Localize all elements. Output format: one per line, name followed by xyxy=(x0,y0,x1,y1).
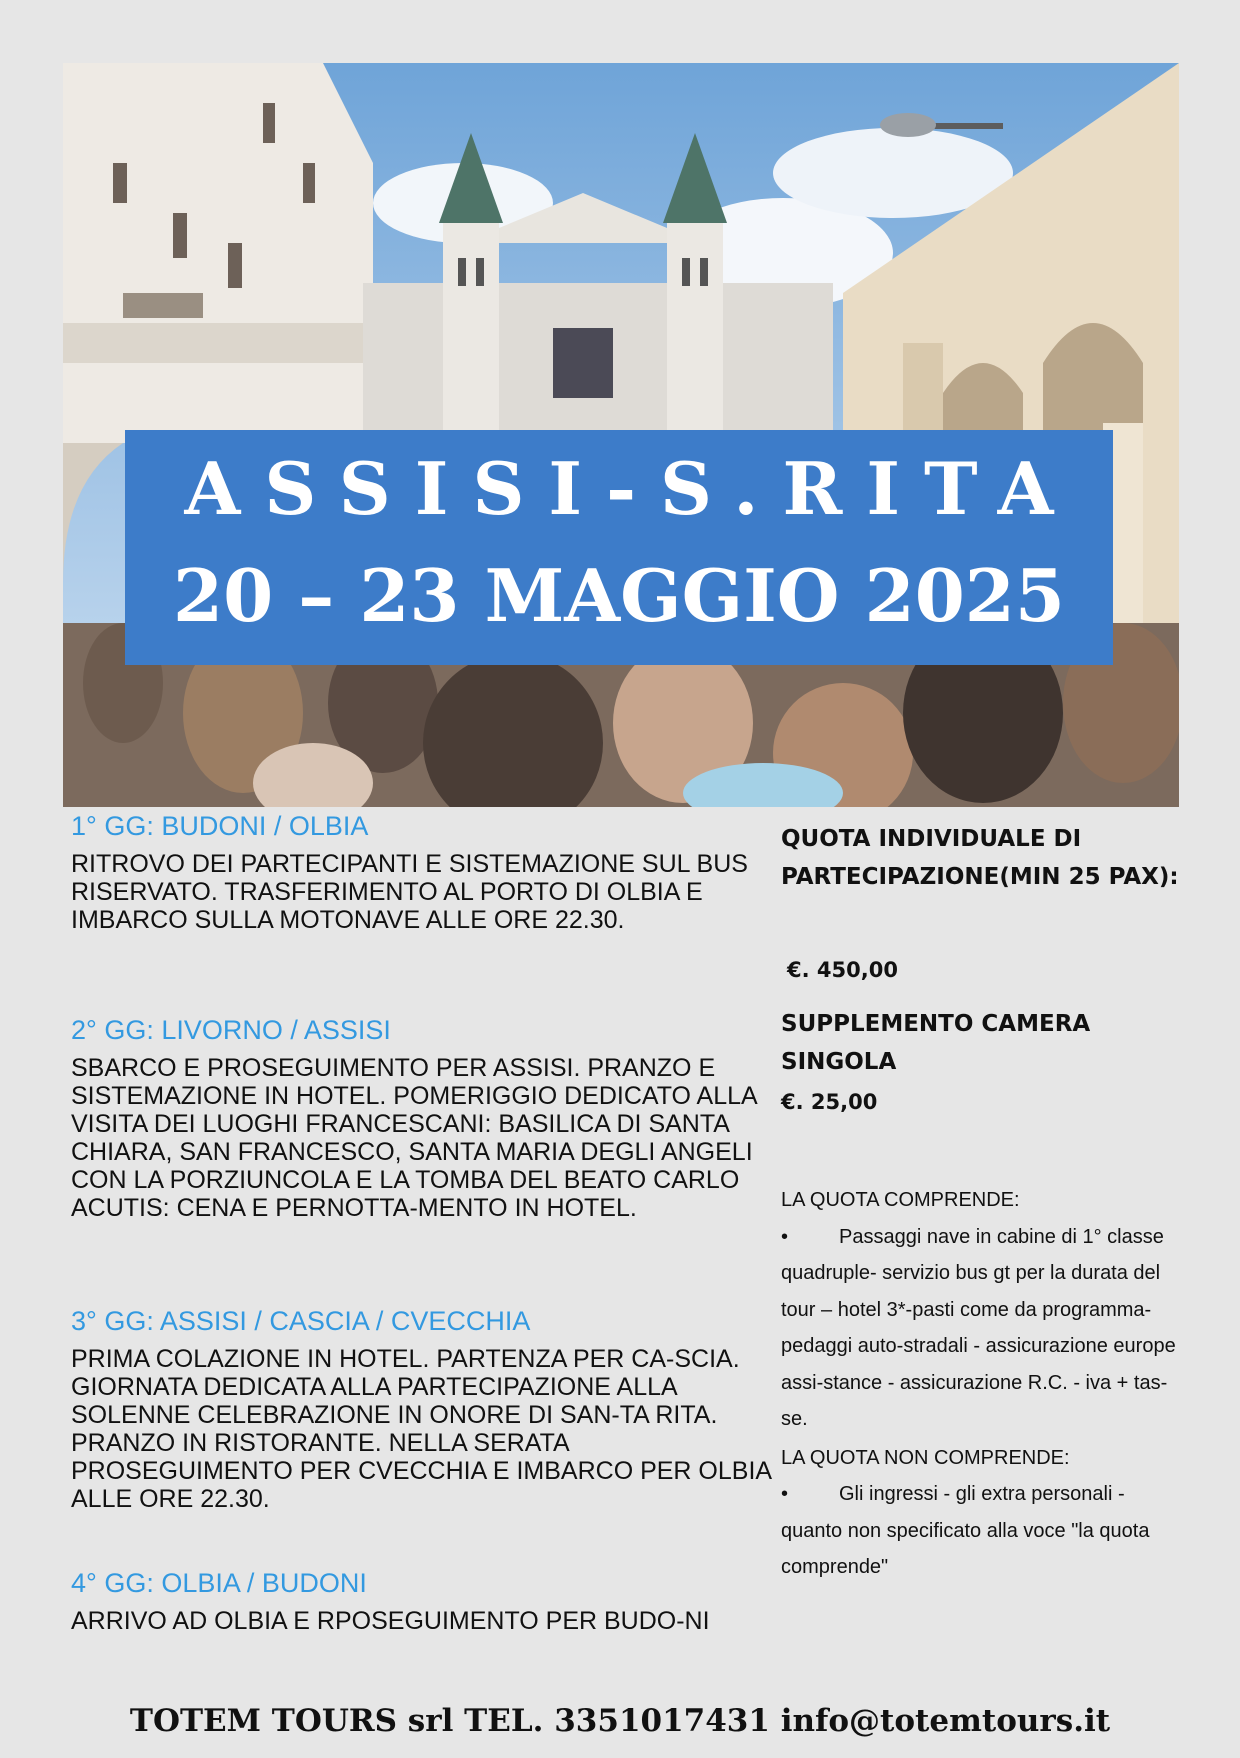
day-title: 3° GG: ASSISI / CASCIA / CVECCHIA xyxy=(71,1306,531,1336)
itinerary-day-2 xyxy=(71,1014,771,1222)
bullet-icon: • xyxy=(781,1483,789,1505)
supplement-price: €. 25,00 xyxy=(781,1090,878,1114)
footer-text: TOTEM TOURS srl TEL. 3351017431 info@totemtours.it xyxy=(129,1703,1111,1739)
inclusions-section xyxy=(781,1182,1176,1586)
supplement-title: SUPPLEMENTO CAMERA SINGOLA xyxy=(781,1011,1091,1075)
day-description: PRIMA COLAZIONE IN HOTEL. PARTENZA PER CA-SCIA. GIORNATA DEDICATA ALLA PARTECIPAZIONE ALLA SOLENNE CELEBRAZIONE IN ONORE DI SAN-TA RITA. PRANZO IN RISTORANTE. NELLA SERATA PROSEGUIMENTO PER CVECCHIA E IMBARCO PER OLBIA ALLE ORE 22.30. xyxy=(71,1345,771,1513)
trip-dates: 20 – 23 MAGGIO 2025 xyxy=(173,553,1065,638)
day-title: 1° GG: BUDONI / OLBIA xyxy=(71,811,369,841)
day-description: RITROVO DEI PARTECIPANTI E SISTEMAZIONE SUL BUS RISERVATO. TRASFERIMENTO AL PORTO DI OLBIA E IMBARCO SULLA MOTONAVE ALLE ORE 22.30. xyxy=(71,850,748,934)
excludes-heading: LA QUOTA NON COMPRENDE: xyxy=(781,1446,1070,1469)
excludes-item xyxy=(781,1476,1176,1586)
includes-heading: LA QUOTA COMPRENDE: xyxy=(781,1189,1020,1211)
itinerary-day-4 xyxy=(71,1567,771,1635)
day-description: ARRIVO AD OLBIA E RPOSEGUIMENTO PER BUDO-NI xyxy=(71,1607,710,1635)
itinerary-day-3 xyxy=(71,1305,771,1513)
excludes-text: Gli ingressi - gli extra personali - quanto non specificato alla voce "la quota comprende" xyxy=(781,1483,1150,1578)
footer-contact xyxy=(0,1703,1240,1739)
day-title: 2° GG: LIVORNO / ASSISI xyxy=(71,1015,391,1045)
quota-title: QUOTA INDIVIDUALE DI PARTECIPAZIONE(MIN 25 PAX): xyxy=(781,826,1179,890)
includes-text: Passaggi nave in cabine di 1° classe quadruple- servizio bus gt per la durata del tour – hotel 3*-pasti come da programma-pedaggi auto-stradali - assicurazione europe assi-stance - assicurazione R.C. - iva + tas-se. xyxy=(781,1225,1176,1430)
trip-title: ASSISI-S.RITA xyxy=(184,446,1078,531)
title-banner xyxy=(125,430,1113,665)
quota-price: €. 450,00 xyxy=(787,958,898,982)
includes-item xyxy=(781,1219,1176,1438)
day-description: SBARCO E PROSEGUIMENTO PER ASSISI. PRANZO E SISTEMAZIONE IN HOTEL. POMERIGGIO DEDICATO ALLA VISITA DEI LUOGHI FRANCESCANI: BASILICA DI SANTA CHIARA, SAN FRANCESCO, SANTA MARIA DEGLI ANGELI CON LA PORZIUNCOLA E LA TOMBA DEL BEATO CARLO ACUTIS: CENA E PERNOTTA-MENTO IN HOTEL. xyxy=(71,1054,757,1222)
itinerary-day-1 xyxy=(71,810,761,934)
day-title: 4° GG: OLBIA / BUDONI xyxy=(71,1568,367,1598)
bullet-icon: • xyxy=(781,1225,789,1248)
